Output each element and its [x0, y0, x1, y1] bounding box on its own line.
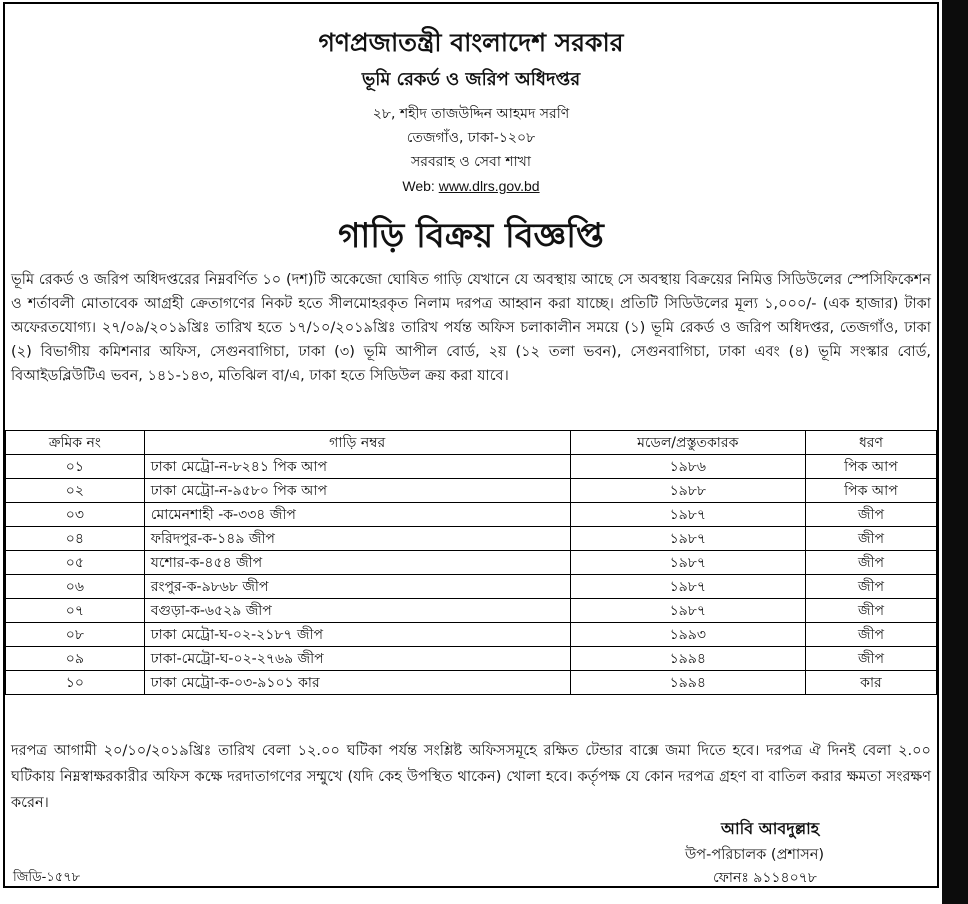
model-cell: ১৯৮৮	[570, 479, 805, 503]
signatory-designation: উপ-পরিচালক (প্রশাসন)	[685, 847, 825, 863]
model-cell: ১৯৯৩	[570, 623, 805, 647]
type-cell: পিক আপ	[805, 479, 936, 503]
serial-cell: ০৪	[6, 527, 145, 551]
type-cell: জীপ	[805, 599, 936, 623]
vehicle-number-cell: ঢাকা-মেট্রো-ঘ-০২-২৭৬৯ জীপ	[144, 647, 570, 671]
serial-cell: ০৫	[6, 551, 145, 575]
type-cell: পিক আপ	[805, 455, 936, 479]
serial-cell: ১০	[6, 671, 145, 695]
header-model: মডেল/প্রস্তুতকারক	[570, 431, 805, 455]
model-cell: ১৯৮৭	[570, 599, 805, 623]
notice-title: গাড়ি বিক্রয় বিজ্ঞপ্তি	[338, 216, 604, 256]
type-cell: জীপ	[805, 551, 936, 575]
type-cell: জীপ	[805, 527, 936, 551]
type-cell: জীপ	[805, 575, 936, 599]
vehicle-number-cell: ঢাকা মেট্রো-ন-৮২৪১ পিক আপ	[144, 455, 570, 479]
table-row	[6, 455, 937, 479]
header-serial: ক্রমিক নং	[6, 431, 145, 455]
model-cell: ১৯৮৭	[570, 575, 805, 599]
vehicle-number-cell: যশোর-ক-৪৫৪ জীপ	[144, 551, 570, 575]
tender-notice	[3, 2, 939, 888]
vehicle-number-cell: বগুড়া-ক-৬৫২৯ জীপ	[144, 599, 570, 623]
vehicle-number-cell: ঢাকা মেট্রো-ন-৯৫৮০ পিক আপ	[144, 479, 570, 503]
table-row	[6, 575, 937, 599]
table-row	[6, 671, 937, 695]
vehicle-number-cell: ঢাকা মেট্রো-ঘ-০২-২১৮৭ জীপ	[144, 623, 570, 647]
web-label: Web:	[402, 178, 435, 194]
model-cell: ১৯৯৪	[570, 671, 805, 695]
model-cell: ১৯৮৬	[570, 455, 805, 479]
closing-paragraph: দরপত্র আগামী ২০/১০/২০১৯খ্রিঃ তারিখ বেলা ১২.০০ ঘটিকা পর্যন্ত সংশ্লিষ্ট অফিসসমূহে রক্ষিত টেন্ডার বাক্সে জমা দিতে হবে। দরপত্র ঐ দিনই বেলা ২.০০ ঘটিকায় নিম্নস্বাক্ষরকারীর অফিস কক্ষে দরদাতাগণের সম্মুখে (যদি কেহ উপস্থিত থাকেন) খোলা হবে। কর্তৃপক্ষ যে কোন দরপত্র গ্রহণ বা বাতিল করার ক্ষমতা সংরক্ষণ করেন।	[11, 743, 931, 811]
gd-reference: জিডি-১৫৭৮	[13, 870, 81, 885]
vehicle-number-cell: ঢাকা মেট্রো-ক-০৩-৯১০১ কার	[144, 671, 570, 695]
table-row	[6, 503, 937, 527]
model-cell: ১৯৮৭	[570, 527, 805, 551]
address-line-2: তেজগাঁও, ঢাকা-১২০৮	[406, 130, 536, 146]
type-cell: জীপ	[805, 623, 936, 647]
vehicle-table	[5, 430, 937, 695]
branch-name: সরবরাহ ও সেবা শাখা	[411, 154, 531, 170]
serial-cell: ০৯	[6, 647, 145, 671]
department-name: ভূমি রেকর্ড ও জরিপ অধিদপ্তর	[361, 69, 581, 90]
table-row	[6, 551, 937, 575]
signatory-name: আবি আবদুল্লাহ	[721, 819, 820, 838]
org-title: গণপ্রজাতন্ত্রী বাংলাদেশ সরকার	[318, 28, 624, 57]
model-cell: ১৯৮৭	[570, 551, 805, 575]
type-cell: জীপ	[805, 503, 936, 527]
serial-cell: ০২	[6, 479, 145, 503]
serial-cell: ০৮	[6, 623, 145, 647]
signatory-phone: ফোনঃ ৯১১৪০৭৮	[713, 870, 817, 886]
vehicle-number-cell: রংপুর-ক-৯৮৬৮ জীপ	[144, 575, 570, 599]
website-link[interactable]: www.dlrs.gov.bd	[438, 178, 540, 194]
table-row	[6, 623, 937, 647]
type-cell: জীপ	[805, 647, 936, 671]
model-cell: ১৯৯৪	[570, 647, 805, 671]
table-row	[6, 527, 937, 551]
table-row	[6, 647, 937, 671]
serial-cell: ০৭	[6, 599, 145, 623]
header-vehicle-number: গাড়ি নম্বর	[144, 431, 570, 455]
table-row	[6, 599, 937, 623]
serial-cell: ০১	[6, 455, 145, 479]
notice-body: ভূমি রেকর্ড ও জরিপ অধিদপ্তরের নিম্নবর্ণিত ১০ (দশ)টি অকেজো ঘোষিত গাড়ি যেখানে যে অবস্থায় আছে সে অবস্থায় বিক্রয়ের নিমিত্ত সিডিউলের স্পেসিফিকেশন ও শর্তাবলী মোতাবেক আগ্রহী ক্রেতাগণের নিকট হতে সীলমোহরকৃত নিলাম দরপত্র আহ্বান করা যাচ্ছে। প্রতিটি সিডিউলের মূল্য ১,০০০/- (এক হাজার) টাকা অফেরতযোগ্য। ২৭/০৯/২০১৯খ্রিঃ তারিখ হতে ১৭/১০/২০১৯খ্রিঃ তারিখ পর্যন্ত অফিস চলাকালীন সময়ে (১) ভূমি রেকর্ড ও জরিপ অধিদপ্তর, তেজগাঁও, ঢাকা (২) বিভাগীয় কমিশনার অফিস, সেগুনবাগিচা, ঢাকা (৩) ভূমি আপীল বোর্ড, ২য় (১২ তলা ভবন), সেগুনবাগিচা, ঢাকা এবং (৪) ভূমি সংস্কার বোর্ড, বিআইডব্লিউটিএ ভবন, ১৪১-১৪৩, মতিঝিল বা/এ, ঢাকা হতে সিডিউল ক্রয় করা যাবে।	[11, 272, 931, 384]
type-cell: কার	[805, 671, 936, 695]
website-line	[5, 176, 937, 196]
table-header-row	[6, 431, 937, 455]
vehicle-number-cell: মোমেনশাহী -ক-৩৩৪ জীপ	[144, 503, 570, 527]
header-type: ধরণ	[805, 431, 936, 455]
serial-cell: ০৬	[6, 575, 145, 599]
serial-cell: ০৩	[6, 503, 145, 527]
address-line-1: ২৮, শহীদ তাজউদ্দিন আহমদ সরণি	[372, 106, 570, 122]
vehicle-number-cell: ফরিদপুর-ক-১৪৯ জীপ	[144, 527, 570, 551]
scan-right-edge	[942, 0, 968, 904]
table-row	[6, 479, 937, 503]
model-cell: ১৯৮৭	[570, 503, 805, 527]
